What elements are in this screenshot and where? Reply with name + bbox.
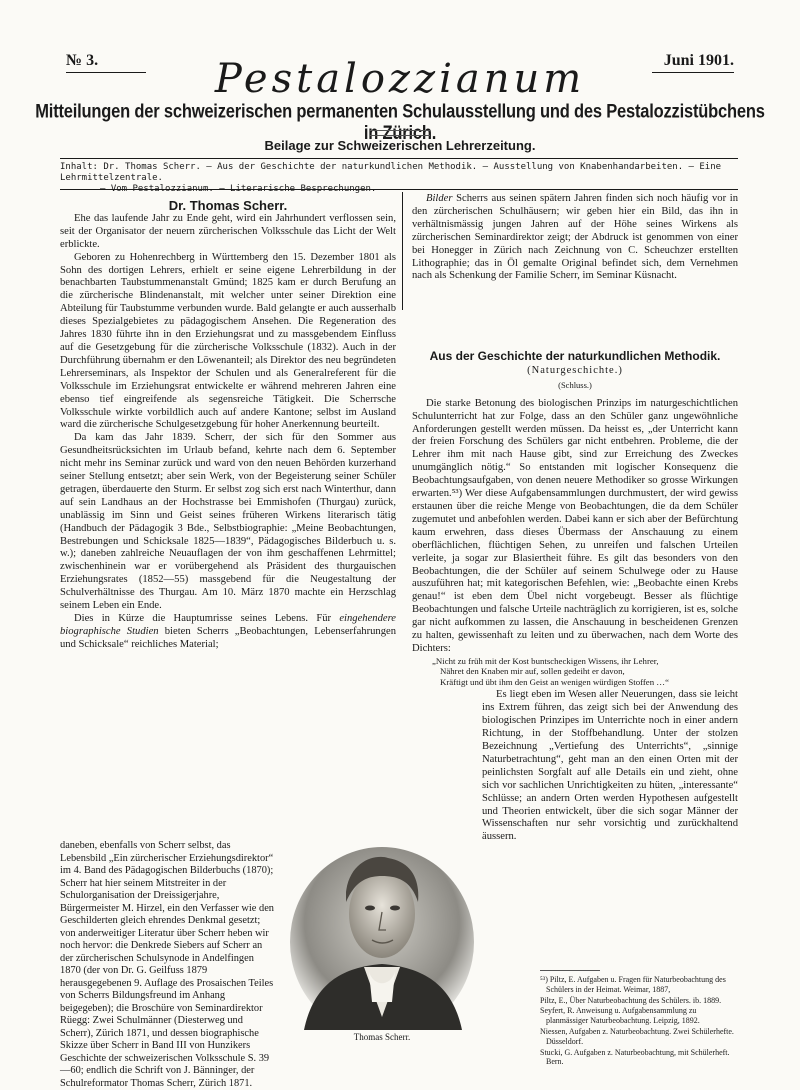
footnote: Seyfert, R. Anweisung u. Aufgabensammlung zu planmässiger Naturbeobachtung. Leipzig, 1892. — [540, 1006, 700, 1026]
paragraph: Ehe das laufende Jahr zu Ende geht, wird ein Jahrhundert verflossen sein, seit der Organisator der neuern zürcherischen Volksschule das Licht der Welt erblickte. — [60, 212, 396, 250]
column-divider — [402, 192, 403, 310]
contents-line-2: — Vom Pestalozzianum. — Literarische Besprechungen. — [100, 184, 377, 194]
footnotes — [540, 975, 738, 1068]
table-of-contents — [60, 162, 738, 195]
paragraph — [412, 193, 738, 283]
header-rule — [60, 158, 738, 159]
quote-line: „Nicht zu früh mit der Kost buntscheckigen Wissens, ihr Lehrer, — [432, 655, 659, 666]
paragraph: Die starke Betonung des biologischen Prinzips im naturgeschichtlichen Schulunterricht hat zur Folge, dass an den Schüler ganz ungewöhnliche Anforderungen gestellt werden müssen. Da heisst es, „der Unterricht kann der freien Forschung des Schülers gar nicht entbehren. Probleme, die der Lehrer ihm mit nach Hause gibt, sind zur Erreichung des Zweckes unumgänglich nötig.“ So entstanden mit logischer Konsequenz die Beobachtungsaufgaben, von denen neuere Methodiker so grosse Wirkungen erwarten.⁵³) Wer diese Aufgabensammlungen durchmustert, der wird gewiss erstaunen über die reiche Menge von Beobachtungen, die da dem Schüler zugemutet und anbefohlen werden. Dabei kann er sich aber der Befürchtung kaum erwehren, dass dieses Übermass der Anschauung zu einem oberflächlichen, flüchtigen Sehen, zu unreifen und falschen Urteilen verleite, ja sogar zur Blasiertheit führe. Es gilt das besonders von den Beobachtungen, die der Schüler auf seinem Schulwege oder zu Hause auszuführen hat; mit kategorischen Befehlen, wie: „Beobachte einen Krebs genau!“ ist eben dem Übel nicht vorgebeugt. Besser als flüchtige Beobachtungen und falsche Urteile nachträglich zu korrigieren, ist es, solche gar nicht aufkommen zu lassen, die Anschauung in bescheidenen Grenzen zu halten, gewissenhaft zu leiten und zu überwachen, nach dem Worte des Dichters: — [412, 397, 738, 654]
article-scherr — [60, 200, 396, 652]
footnote-rule — [540, 970, 600, 971]
article-heading-methodik: Aus der Geschichte der naturkundlichen Methodik. — [429, 349, 721, 363]
footnote: ⁵³) Piltz, E. Aufgaben u. Fragen für Naturbeobachtung des Schülers in der Heimat. Weimar, 1887, — [540, 975, 726, 994]
footnote: Stucki, G. Aufgaben z. Naturbeobachtung, mit Schülerheft. Bern. — [540, 1047, 730, 1067]
emphasis: Bilder — [426, 193, 453, 204]
issue-number: № 3. — [66, 52, 146, 73]
article-continuation-note: (Schluss.) — [558, 379, 592, 390]
footnote: Piltz, E., Über Naturbeobachtung des Schülers. ib. 1889. — [540, 995, 722, 1005]
portrait-image — [284, 832, 480, 1030]
portrait-illustration — [284, 832, 480, 1030]
poem-quote — [412, 656, 738, 688]
paragraph: Es liegt eben im Wesen aller Neuerungen, dass sie leicht ins Extrem führen, das zeigt sich bei der Anwendung des biologischen Prinzipes im Unterrichte noch in einer andern Richtung, in der Stoffbehandlung. Unter der stolzen Bezeichnung „Vertiefung des Unterrichts“, „sinnige Naturbetrachtung“, geht man an den einen Orten mit der peinlichsten Sorgfalt auf alle Details ein und zieht, ohne sich vor sachlichen Unrichtigkeiten zu hüten, „interessante“ Schlüsse; an andern Orten werden Hypothesen aufgestellt und Theorien entwickelt, über die sich sogar Männer der Wissenschaften nur sehr vorsichtig und zurückhaltend äussern. — [482, 689, 738, 843]
ornament-divider — [370, 130, 430, 136]
article-heading-scherr: Dr. Thomas Scherr. — [168, 198, 288, 213]
paragraph — [60, 613, 396, 652]
article-scherr-column2 — [412, 193, 738, 283]
contents-line-1: Inhalt: Dr. Thomas Scherr. — Aus der Geschichte der naturkundlichen Methodik. — Ausstellung von Knabenhandarbeiten. — Eine Lehrmittelzentrale. — [60, 162, 722, 183]
contents-rule — [60, 189, 738, 190]
text-run: Scherrs aus seinen spätern Jahren finden sich noch häufig vor in den zürcherischen Schulhäusern; wir geben hier ein Bild, das ihn in verhältnismässig jungen Jahren auf der Höhe seines Wirkens als zürcherischen Seminardirektor zeigt; der Abdruck ist genommen von einer bei Honegger in Zürich nach Zeichnung von C. Scheuchzer erstellten Lithographie; das in Öl gemalte Original befindet sich, dem Vernehmen nach als Schenkung der Familie Scherr, im Seminar Küsnacht. — [412, 193, 738, 282]
article-scherr-continued — [60, 840, 275, 1090]
footnote: Niessen, Aufgaben z. Naturbeobachtung. Zwei Schülerhefte. Düsseldorf. — [540, 1026, 734, 1046]
journal-title: Pestalozzianum — [214, 56, 586, 102]
portrait-caption: Thomas Scherr. — [353, 1032, 411, 1042]
text-run: Dies in Kürze die Hauptumrisse seines Lebens. Für — [74, 613, 340, 624]
issue-date: Juni 1901. — [652, 52, 734, 73]
journal-subtitle: Mitteilungen der schweizerischen permanenten Schulausstellung und des Pestalozzistübchens in Zürich. — [35, 101, 765, 144]
text-run: bieten Scherrs „Beobachtungen, Lebenserfahrungen und Schicksale“ reichliches Material; — [60, 625, 396, 650]
paragraph: daneben, ebenfalls von Scherr selbst, das Lebensbild „Ein zürcherischer Erziehungsdirektor“ im 4. Band des Pädagogischen Bilderbuchs (1870); Scherr hat hier seinem Mitstreiter in der Schulorganisation der Dreissigerjahre, Bürgermeister M. Hirzel, ein den Verfasser wie den Geschilderten gleich ehrendes Denkmal gesetzt; von anderweitiger Literatur über Scherr heben wir noch hervor: die Denkrede Siebers auf Scherr an der zürcherischen Schulsynode in Andelfingen 1870 (der von Dr. G. Geilfuss 1879 herausgegebenen 9. Auflage des Prosaischen Teiles von Scherrs Bildungsfreund im Anhang beigegeben); die Broschüre von Seminardirektor Rüegg: Zwei Schulmänner (Diesterweg und Scherr), Zürich 1871, und dessen biographische Skizze über Scherr in Band III von Hunzikers Geschichte der schweizerischen Volksschule S. 39—60; endlich die Schrift von J. Bänninger, der Schulreformator Thomas Scherr, Zürich 1871. — [60, 840, 274, 1089]
quote-line: Nähret den Knaben mir auf, sollen gedeiht er davon, — [440, 666, 625, 677]
paragraph: Da kam das Jahr 1839. Scherr, der sich für den Sommer aus Gesundheitsrücksichten im Urlaub befand, kehrte nach dem 6. September nicht mehr ins Seminar zurück und ward von den neuen Behörden kurzerhand seiner Stellung entsetzt; aber sein Werk, von der Begeisterung seiner Schüler getragen, überdauerte den Sturm. Er selbst zog sich erst nach Winterthur, dann auf sein Landhaus an der Hochstrasse bei Emmishofen (Thurgau) zurück, unablässig im Sinn und Geist seines früheren Wirkens literarisch tätig (Handbuch der Pädagogik 3 Bde., Selbstbiographie: „Meine Beobachtungen, Bestrebungen und Schicksale 1825—1839“, Pädagogisches Bilderbuch u. s. w.); daneben zahlreiche Neuauflagen der von ihm geschaffenen Lehrmittel; zwischenhinein war er vorübergehend als Präsident des thurgauischen Erziehungsrates (1852—55) massgebend für die Neugestaltung der Schulverhältnisse des Thurgau. Am 10. März 1870 machte ein Herzschlag seinem Leben ein Ende. — [60, 432, 396, 612]
article-methodik — [412, 350, 738, 844]
article-subheading: (Naturgeschichte.) — [527, 364, 623, 376]
quote-line: Kräftigt und übt ihm den Geist an wenigen würdigen Stoffen …“ — [440, 676, 669, 687]
paragraph: Geboren zu Hohenrechberg in Württemberg den 15. Dezember 1801 als Sohn des dortigen Lehrers, erhielt er seine eigene Lehrerbildung in der benachbarten Taubstummenanstalt Gmünd; 1825 kam er durch Berufung an die zürcherische Blindenanstalt, mit welcher unter seiner Direktion eine Abteilung für Taubstumme verbunden wurde. Bald gelangte er auch ausserhalb dieses Spezialgebietes zu pädagogischem Ansehen. Die Regeneration des Jahres 1830 führte ihn in den Erziehungsrat und zu massgebendem Einfluss auf die Gesetzgebung für die zürcherische Volksschule (1832). Auch in der Durchführung übernahm er den Löwenanteil; als Direktor des neu begründeten Lehrerseminars, als Inspektor der Schulen und als Generalreferent für die Volksschule im Erziehungsrat entwickelte er während mehreren Jahren eine ebenso tief eingreifende als segensreiche Tätigkeit. Die Scherrsche Volksschule wirkte vorbildlich auch auf andere Kantone; selbst im Ausland ward die zürcherische Schulgesetzgebung für hoher Anerkennung beurteilt. — [60, 251, 396, 431]
emphasis: eingehendere biographische Studien — [60, 613, 396, 637]
supplement-line: Beilage zur Schweizerischen Lehrerzeitung. — [264, 138, 536, 153]
